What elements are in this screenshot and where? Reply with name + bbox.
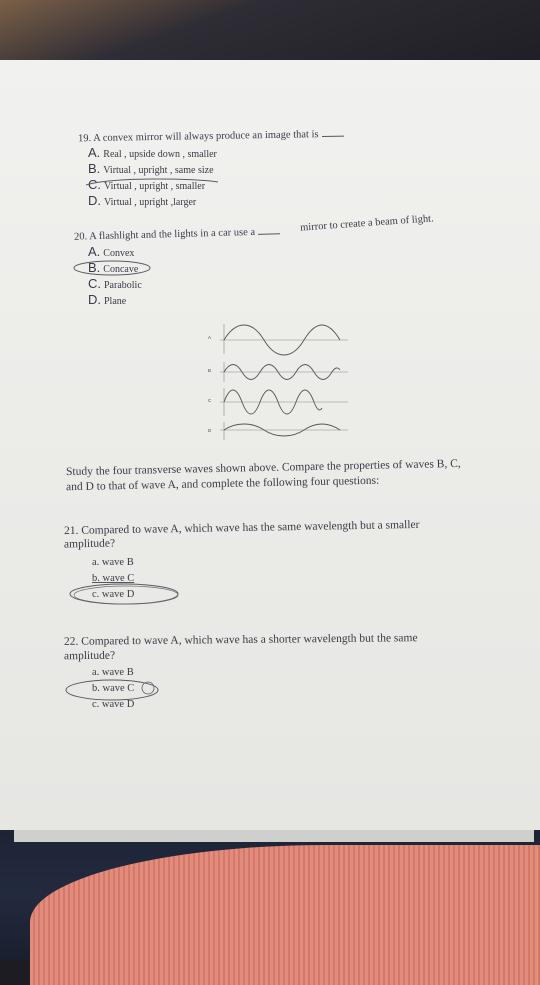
q21-line-2: amplitude? xyxy=(63,537,116,551)
wave-b xyxy=(208,362,348,382)
q22-line-1: 22. Compared to wave A, which wave has a shorter wavelength but the same xyxy=(63,632,418,648)
worksheet-page xyxy=(0,60,540,830)
q19-option-a-letter: A. xyxy=(88,145,101,160)
q19-option-c xyxy=(88,177,205,192)
q20-question-end xyxy=(300,213,434,233)
q22-option-b: b. wave C xyxy=(92,683,135,694)
q19-option-b xyxy=(88,161,214,176)
q20-option-b-letter: B. xyxy=(88,260,101,275)
q20-question xyxy=(74,225,280,242)
wave-a-label: A xyxy=(208,335,212,340)
q22-option-a: a. wave B xyxy=(92,667,134,678)
q20-option-a-text: Convex xyxy=(103,248,135,259)
q19-option-a xyxy=(88,145,217,160)
q21-option-c: c. wave D xyxy=(92,589,135,600)
q19-option-d-letter: D. xyxy=(88,193,101,208)
q19-option-a-text: Real , upside down , smaller xyxy=(103,149,217,160)
q20-option-c-letter: C. xyxy=(88,276,101,291)
q20-option-a xyxy=(88,244,134,259)
q22-line-2: amplitude? xyxy=(63,649,116,663)
q19-option-b-letter: B. xyxy=(88,161,101,176)
wave-c-label: C xyxy=(208,398,212,403)
wave-b-label: B xyxy=(208,368,212,373)
q22-option-c: c. wave D xyxy=(92,699,135,710)
q19-question-text: 19. A convex mirror will always produce an image that is xyxy=(77,129,319,145)
q20-option-d-text: Plane xyxy=(104,296,127,307)
q20-question-start: 20. A flashlight and the lights in a car use a xyxy=(73,226,256,243)
wave-a xyxy=(208,324,348,355)
q20-option-c xyxy=(88,276,142,291)
transverse-waves-figure xyxy=(200,322,360,442)
q20-option-b xyxy=(88,260,138,275)
wave-c xyxy=(208,388,348,416)
q21-option-b: b. wave C xyxy=(92,573,135,584)
q19-option-d-text: Virtual , upright ,larger xyxy=(104,197,197,208)
q19-question xyxy=(78,128,344,145)
instructions-line-2: and D to that of wave A, and complete the following four questions: xyxy=(65,474,380,494)
q20-blank xyxy=(258,225,280,235)
q20-option-d-letter: D. xyxy=(88,292,101,307)
q19-option-d xyxy=(88,193,196,208)
wave-d-label: D xyxy=(208,428,212,433)
q19-option-c-text: Virtual , upright , smaller xyxy=(104,181,206,192)
q19-option-b-text: Virtual , upright , same size xyxy=(103,165,214,176)
q21-option-a: a. wave B xyxy=(92,557,134,568)
q21-line-1: 21. Compared to wave A, which wave has the same wavelength but a smaller xyxy=(63,518,420,538)
q20-option-c-text: Parabolic xyxy=(104,280,142,291)
wave-d xyxy=(208,422,348,440)
q20-option-a-letter: A. xyxy=(88,244,101,259)
q20-question-end-text: mirror to create a beam of light. xyxy=(299,213,435,234)
q19-option-c-letter: C. xyxy=(88,177,101,192)
instructions-line-1: Study the four transverse waves shown above. Compare the properties of waves B, C, xyxy=(65,457,461,479)
q20-option-d xyxy=(88,292,126,307)
q20-option-b-text: Concave xyxy=(103,264,139,275)
q19-blank xyxy=(321,128,343,137)
